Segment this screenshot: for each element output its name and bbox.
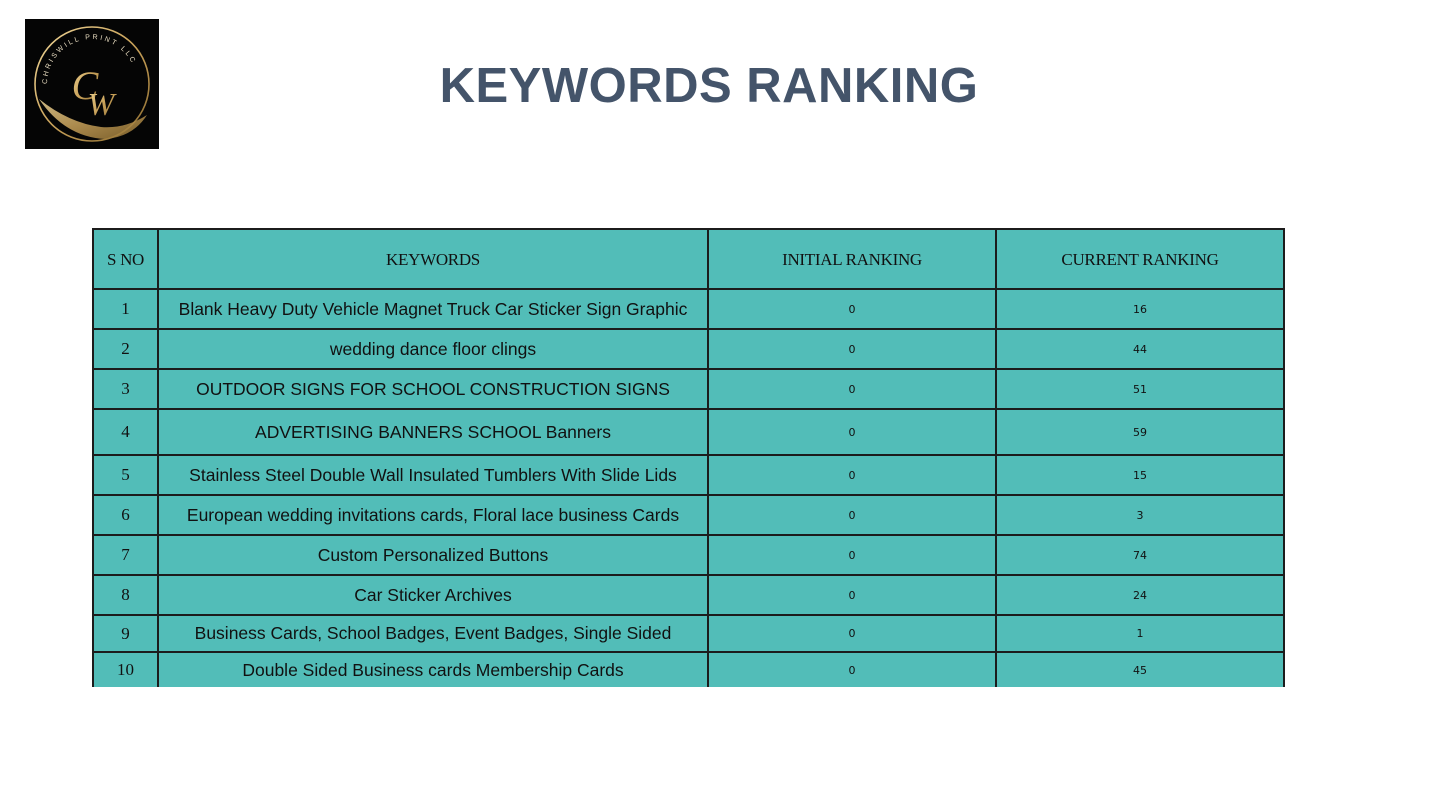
cell-initial-ranking: 0 [708,495,996,535]
cell-sno: 5 [93,455,158,495]
table-row [93,369,1284,409]
cell-initial-ranking: 0 [708,369,996,409]
svg-text:W: W [87,86,115,122]
cell-current-ranking: 45 [996,652,1284,687]
logo-ring-text: CHRISWILL PRINT LLC [41,33,138,85]
cell-current-ranking: 15 [996,455,1284,495]
cell-initial-ranking: 0 [708,289,996,329]
table-row [93,652,1284,687]
cell-initial-ranking: 0 [708,652,996,687]
cell-keyword: Custom Personalized Buttons [158,535,708,575]
cell-current-ranking: 24 [996,575,1284,615]
cell-keyword: Car Sticker Archives [158,575,708,615]
cell-keyword: OUTDOOR SIGNS FOR SCHOOL CONSTRUCTION SIGNS [158,369,708,409]
cell-current-ranking: 1 [996,615,1284,652]
table-row [93,455,1284,495]
page-title: KEYWORDS RANKING [439,59,979,113]
cell-sno: 3 [93,369,158,409]
cell-current-ranking: 59 [996,409,1284,455]
cell-sno: 1 [93,289,158,329]
header-sno: S NO [93,229,158,289]
cell-keyword: wedding dance floor clings [158,329,708,369]
cell-initial-ranking: 0 [708,575,996,615]
cell-keyword: Stainless Steel Double Wall Insulated Tumblers With Slide Lids [158,455,708,495]
cell-keyword: European wedding invitations cards, Floral lace business Cards [158,495,708,535]
cell-initial-ranking: 0 [708,409,996,455]
cell-keyword: Double Sided Business cards Membership Cards [158,652,708,687]
table-row [93,409,1284,455]
table-row [93,289,1284,329]
table-row [93,615,1284,652]
cell-initial-ranking: 0 [708,615,996,652]
cell-current-ranking: 74 [996,535,1284,575]
cell-sno: 7 [93,535,158,575]
cell-keyword: Blank Heavy Duty Vehicle Magnet Truck Car Sticker Sign Graphic [158,289,708,329]
header-keywords: KEYWORDS [158,229,708,289]
header-current-ranking: CURRENT RANKING [996,229,1284,289]
cell-sno: 6 [93,495,158,535]
cell-current-ranking: 51 [996,369,1284,409]
cell-initial-ranking: 0 [708,455,996,495]
cell-keyword: Business Cards, School Badges, Event Badges, Single Sided [158,615,708,652]
header-initial-ranking: INITIAL RANKING [708,229,996,289]
cell-sno: 8 [93,575,158,615]
cell-sno: 10 [93,652,158,687]
cell-current-ranking: 16 [996,289,1284,329]
cell-sno: 2 [93,329,158,369]
table-row [93,495,1284,535]
table-row [93,329,1284,369]
svg-text:C: C [71,63,99,108]
cell-sno: 4 [93,409,158,455]
cell-sno: 9 [93,615,158,652]
cell-current-ranking: 44 [996,329,1284,369]
cell-initial-ranking: 0 [708,535,996,575]
cell-current-ranking: 3 [996,495,1284,535]
cell-initial-ranking: 0 [708,329,996,369]
cell-keyword: ADVERTISING BANNERS SCHOOL Banners [158,409,708,455]
table-row [93,535,1284,575]
keywords-ranking-table [92,228,1285,687]
table-row [93,575,1284,615]
table-header-row [93,229,1284,289]
